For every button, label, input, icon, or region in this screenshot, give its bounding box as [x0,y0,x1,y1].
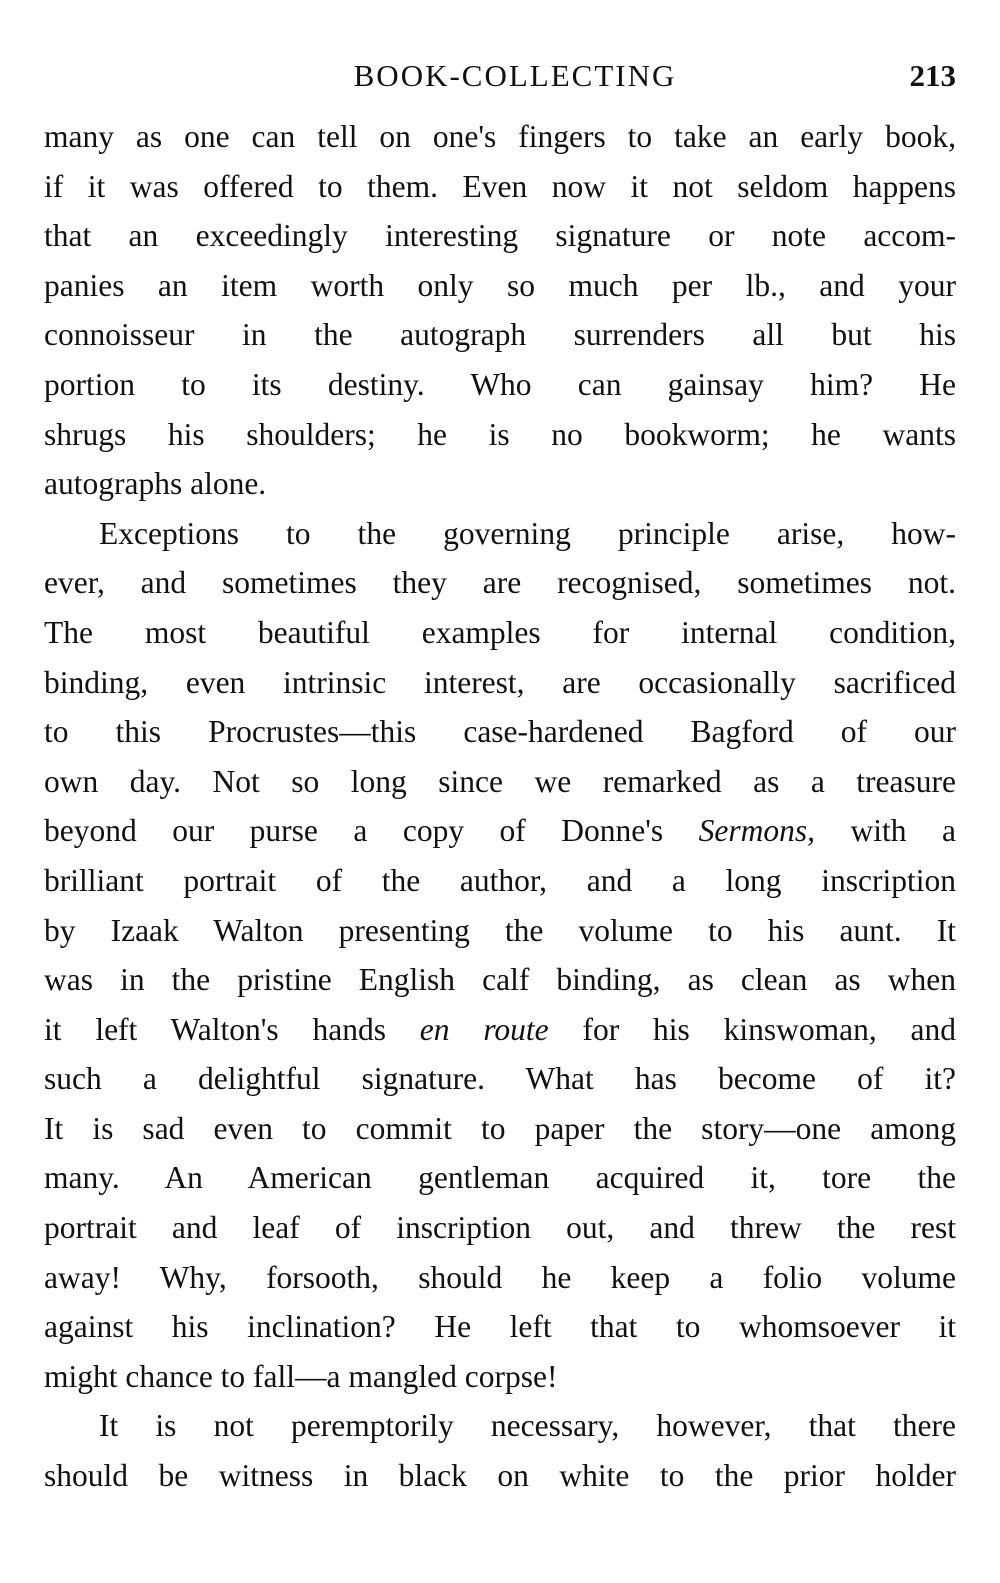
text-line: ever, and sometimes they are recognised, sometimes not. [44,565,956,601]
text-line: shrugs his shoulders; he is no bookworm; he wants [44,416,956,452]
book-page [44,58,956,1501]
text-line: to this Procrustes—this case-hardened Bagford of our [44,714,956,750]
text-line: such a delightful signature. What has become of it? [44,1061,956,1097]
text-line: against his inclination? He left that to whomsoever it [44,1309,956,1345]
text-fragment: it left Walton's hands [44,1011,420,1047]
text-line: Exceptions to the governing principle arise, how- [99,515,956,551]
text-line: own day. Not so long since we remarked as a treasure [44,763,956,799]
text-line: should be witness in black on white to the prior holder [44,1458,956,1494]
text-line-with-italic [44,1005,956,1055]
text-line: away! Why, forsooth, should he keep a folio volume [44,1259,956,1295]
text-fragment: for his kinswoman, and [548,1011,956,1047]
running-head [44,58,956,108]
text-line: was in the pristine English calf binding, as clean as when [44,962,956,998]
text-line: many. An American gentleman acquired it, tore the [44,1160,956,1196]
text-line: if it was offered to them. Even now it not seldom happens [44,168,956,204]
paragraph-3 [44,1401,956,1500]
text-line: The most beautiful examples for internal condition, [44,614,956,650]
text-line: might chance to fall—a mangled corpse! [44,1358,558,1394]
text-line: binding, even intrinsic interest, are occasionally sacrificed [44,664,956,700]
text-line: many as one can tell on one's fingers to take an early book, [44,119,956,154]
italic-title: Sermons, [698,813,816,849]
text-line: portion to its destiny. Who can gainsay him? He [44,366,956,402]
text-line: brilliant portrait of the author, and a long inscription [44,862,956,898]
text-line: connoisseur in the autograph surrenders all but his [44,317,956,353]
text-line: It is sad even to commit to paper the story—one among [44,1110,956,1146]
paragraph-1 [44,112,956,509]
text-line: that an exceedingly interesting signature or note accom- [44,218,956,254]
text-line: panies an item worth only so much per lb., and your [44,267,956,303]
italic-phrase: en route [419,1011,549,1047]
text-line: It is not peremptorily necessary, however, that there [99,1408,956,1444]
text-line-with-italic [44,806,956,856]
running-title: BOOK-COLLECTING [353,58,677,93]
body-text [44,112,956,1501]
text-fragment: beyond our purse a copy of Donne's [44,813,699,849]
text-line: by Izaak Walton presenting the volume to his aunt. It [44,912,956,948]
page-number: 213 [909,58,956,93]
paragraph-2 [44,509,956,1402]
text-line: autographs alone. [44,466,267,502]
text-fragment: with a [815,813,956,849]
text-line: portrait and leaf of inscription out, and threw the rest [44,1210,956,1246]
